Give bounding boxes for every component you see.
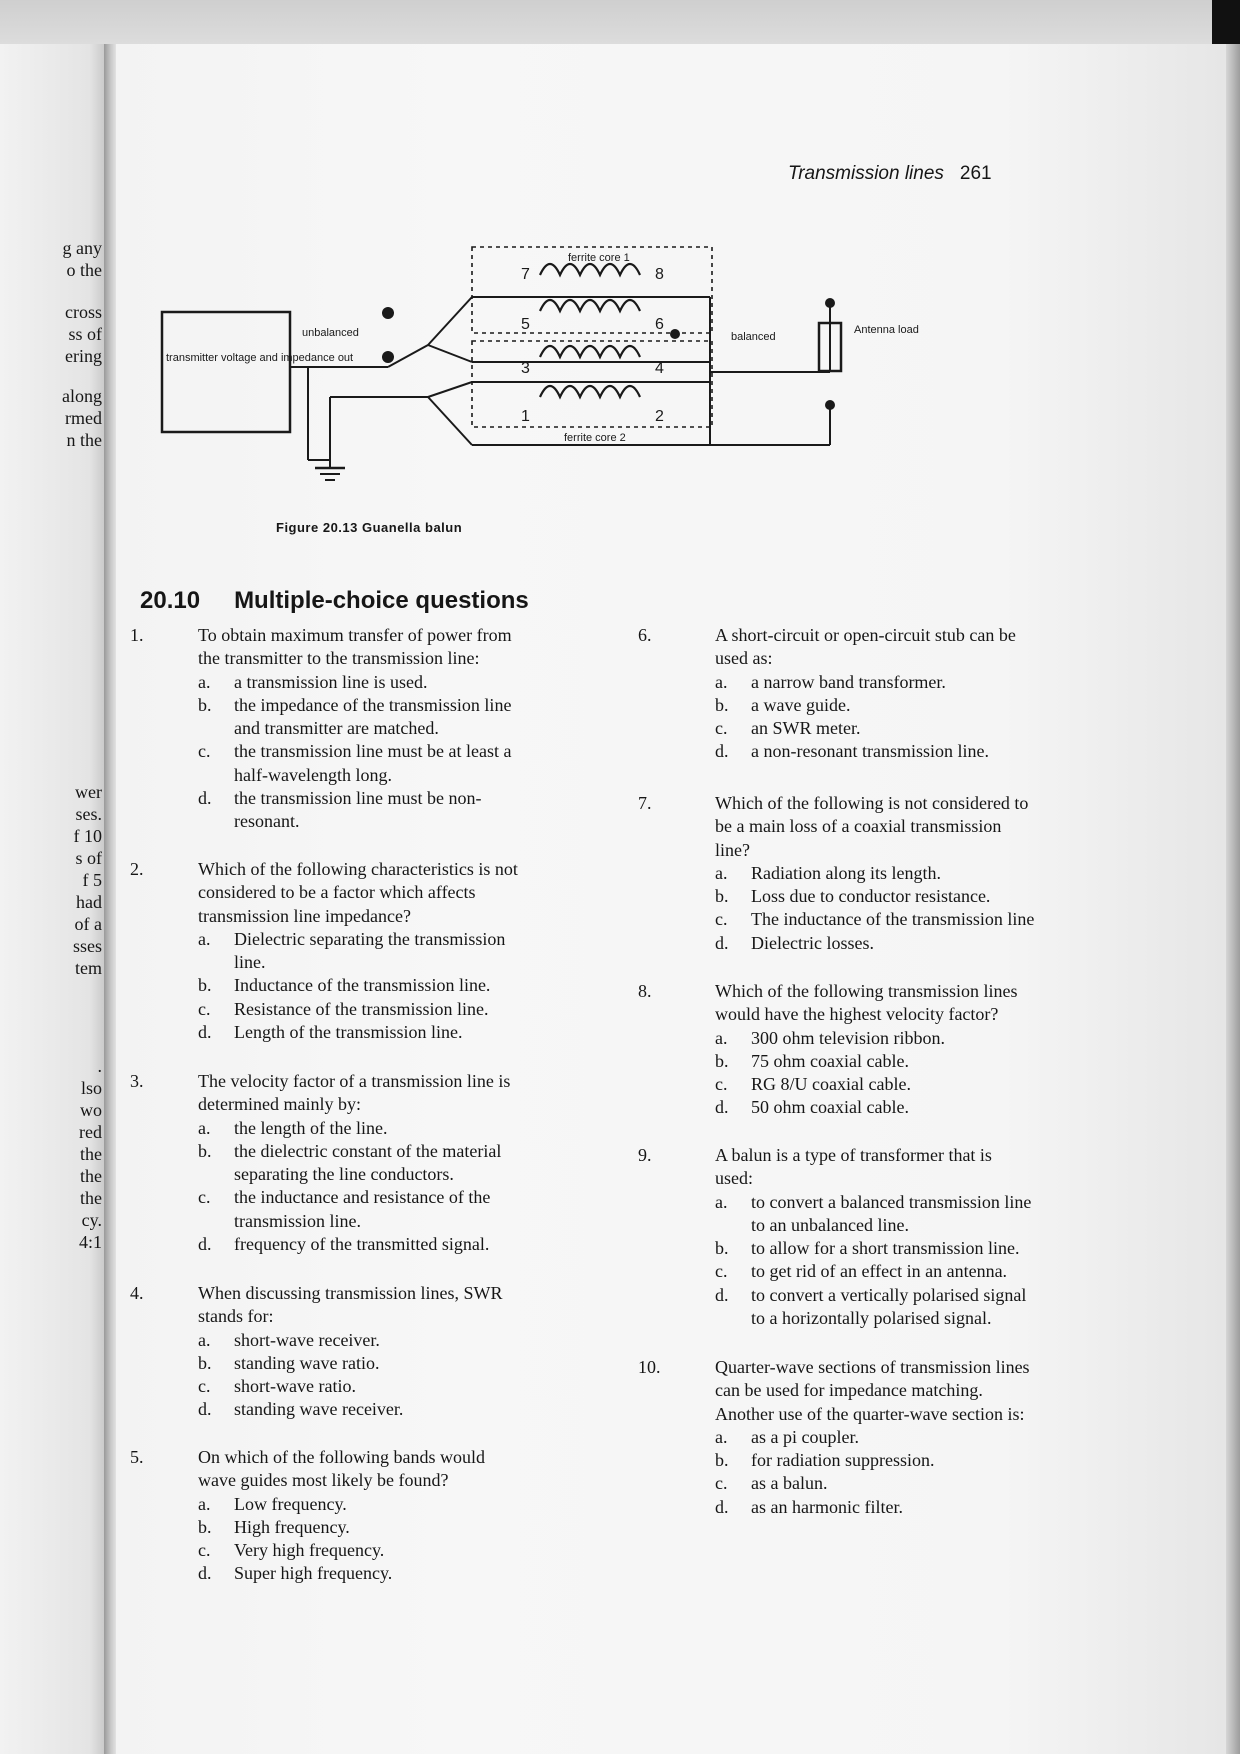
- answer-option-a: [715, 1191, 1195, 1238]
- transmitter-label: transmitter voltage and impedance out: [166, 352, 354, 364]
- question-stem-line: can be used for impedance matching.: [715, 1380, 983, 1401]
- option-letter: b.: [198, 694, 212, 715]
- option-text-line: line.: [234, 952, 266, 973]
- ferrite-core-2-outline: [472, 341, 712, 427]
- option-letter: c.: [715, 1261, 728, 1282]
- answer-option-a: [715, 1027, 1195, 1050]
- winding-number-3: 3: [521, 360, 530, 377]
- option-letter: a.: [715, 862, 728, 883]
- option-text-line: 300 ohm television ribbon.: [751, 1027, 945, 1048]
- answer-option-d: [715, 1496, 1195, 1519]
- answer-option-b: [198, 974, 698, 997]
- question-stem-line: On which of the following bands would: [198, 1447, 485, 1467]
- junction-dot-upper: [382, 307, 394, 319]
- ferrite-core-1-label: ferrite core 1: [568, 252, 630, 264]
- option-text-line: as a pi coupler.: [751, 1426, 859, 1447]
- facing-page-text-fragment: the: [80, 1166, 102, 1186]
- scan-top-margin: [0, 0, 1240, 44]
- option-text-line: RG 8/U coaxial cable.: [751, 1074, 911, 1095]
- option-text-line: Resistance of the transmission line.: [234, 998, 489, 1019]
- answer-option-a: [198, 928, 698, 975]
- question-stem-line: To obtain maximum transfer of power from: [198, 625, 512, 645]
- lead-top-split: [388, 345, 428, 367]
- winding-number-5: 5: [521, 316, 530, 333]
- page-right-edge: [1226, 44, 1240, 1754]
- question-number: 7.: [638, 793, 652, 813]
- option-text-line: half-wavelength long.: [234, 764, 392, 785]
- transmitter-box: [162, 312, 290, 432]
- option-text-line: Length of the transmission line.: [234, 1022, 463, 1043]
- facing-page-text-fragment: along: [62, 386, 102, 406]
- answer-option-a: [715, 1426, 1195, 1449]
- question-stem-line: used:: [715, 1168, 753, 1189]
- option-letter: b.: [198, 1516, 212, 1537]
- load-terminal-bottom: [825, 400, 835, 410]
- question-stem-line: the transmitter to the transmission line:: [198, 648, 480, 669]
- option-letter: a.: [715, 671, 728, 692]
- option-text-line: 50 ohm coaxial cable.: [751, 1097, 909, 1118]
- option-text-line: as a balun.: [751, 1473, 828, 1494]
- question-number: 8.: [638, 981, 652, 1001]
- answer-option-b: [715, 1449, 1195, 1472]
- option-letter: b.: [198, 1140, 212, 1161]
- facing-page-text-fragment: the: [80, 1188, 102, 1208]
- option-text-line: the inductance and resistance of the: [234, 1187, 491, 1208]
- question-stem-line: stands for:: [198, 1306, 274, 1327]
- option-letter: c.: [198, 1540, 211, 1561]
- winding-number-7: 7: [521, 266, 530, 283]
- option-letter: a.: [198, 1493, 211, 1514]
- question-stem-line: wave guides most likely be found?: [198, 1470, 449, 1491]
- question-stem-line: considered to be a factor which affects: [198, 882, 476, 903]
- option-text-line: standing wave receiver.: [234, 1399, 404, 1420]
- lead-upper-b: [428, 345, 472, 362]
- option-letter: a.: [198, 1117, 211, 1138]
- question-number: 3.: [130, 1071, 144, 1091]
- facing-page-text-fragment: s of: [75, 848, 102, 868]
- question-number: 4.: [130, 1283, 144, 1303]
- answer-option-b: [198, 1516, 698, 1539]
- option-letter: c.: [715, 718, 728, 739]
- answer-option-d: [715, 1284, 1195, 1331]
- section-number: 20.10: [140, 587, 201, 614]
- option-text-line: to convert a vertically polarised signal: [751, 1284, 1027, 1305]
- question-stem-line: Which of the following characteristics is not: [198, 859, 518, 879]
- answer-option-a: [198, 671, 698, 694]
- option-letter: a.: [715, 1027, 728, 1048]
- option-letter: d.: [715, 1097, 729, 1118]
- answer-option-c: [715, 1073, 1195, 1096]
- antenna-load-label: Antenna load: [854, 324, 919, 336]
- option-text-line: the transmission line must be at least a: [234, 741, 512, 762]
- option-text-line: separating the line conductors.: [234, 1164, 454, 1185]
- answer-option-a: [715, 862, 1195, 885]
- question-number: 9.: [638, 1145, 652, 1165]
- question-stem-line: When discussing transmission lines, SWR: [198, 1283, 503, 1303]
- guanella-balun-diagram: [150, 245, 1100, 505]
- answer-option-c: [715, 1472, 1195, 1495]
- answer-option-b: [198, 694, 698, 741]
- coil-3-4: [540, 346, 640, 357]
- option-letter: c.: [715, 909, 728, 930]
- running-header: [788, 163, 992, 185]
- answer-option-c: [715, 717, 1195, 740]
- facing-page-text-fragment: sses: [72, 936, 102, 956]
- option-letter: b.: [715, 1238, 729, 1259]
- option-text-line: standing wave ratio.: [234, 1352, 380, 1373]
- question-stem-line: A short-circuit or open-circuit stub can be: [715, 625, 1016, 645]
- option-text-line: to an unbalanced line.: [751, 1214, 909, 1235]
- option-letter: c.: [198, 998, 211, 1019]
- answer-option-d: [715, 1096, 1195, 1119]
- facing-page-text-fragment: cy.: [81, 1210, 102, 1230]
- winding-number-4: 4: [655, 360, 664, 377]
- winding-number-8: 8: [655, 266, 664, 283]
- answer-option-a: [198, 1493, 698, 1516]
- junction-dot-lower: [382, 351, 394, 363]
- option-letter: a.: [715, 1191, 728, 1212]
- answer-option-a: [715, 671, 1195, 694]
- option-letter: b.: [198, 1352, 212, 1373]
- answer-option-b: [198, 1352, 698, 1375]
- answer-option-b: [715, 1237, 1195, 1260]
- option-text-line: a wave guide.: [751, 694, 851, 715]
- load-terminal-top: [825, 298, 835, 308]
- facing-page-text-fragment: f 10: [73, 826, 102, 846]
- answer-option-c: [198, 1539, 698, 1562]
- facing-page-text-fragment: ering: [65, 346, 102, 366]
- answer-option-d: [198, 1233, 698, 1256]
- option-text-line: to a horizontally polarised signal.: [751, 1308, 992, 1329]
- winding-number-1: 1: [521, 408, 530, 425]
- facing-page-text-fragment: 4:1: [78, 1232, 102, 1252]
- question-stem-line: Another use of the quarter-wave section is:: [715, 1403, 1025, 1424]
- option-letter: d.: [715, 1496, 729, 1517]
- coil-7-8: [540, 264, 640, 275]
- option-text-line: resonant.: [234, 811, 300, 832]
- scan-corner-shadow: [1212, 0, 1240, 44]
- option-letter: d.: [715, 932, 729, 953]
- answer-option-a: [198, 1117, 698, 1140]
- facing-page-text-fragment: red: [79, 1122, 102, 1142]
- facing-page-text-fragment: g any: [62, 238, 102, 258]
- question-number: 10.: [638, 1357, 661, 1377]
- option-text-line: to convert a balanced transmission line: [751, 1191, 1032, 1212]
- option-letter: c.: [198, 741, 211, 762]
- facing-page-text-fragment: of a: [74, 914, 102, 934]
- answer-option-d: [198, 1398, 698, 1421]
- option-text-line: Inductance of the transmission line.: [234, 975, 491, 996]
- option-text-line: short-wave ratio.: [234, 1376, 356, 1397]
- facing-page-text-fragment: tem: [75, 958, 102, 978]
- balanced-label: balanced: [731, 331, 776, 343]
- answer-option-c: [715, 908, 1195, 931]
- option-text-line: a transmission line is used.: [234, 671, 428, 692]
- question-stem-line: used as:: [715, 648, 773, 669]
- option-letter: a.: [715, 1426, 728, 1447]
- option-text-line: the dielectric constant of the material: [234, 1140, 502, 1161]
- option-letter: c.: [715, 1473, 728, 1494]
- option-letter: b.: [715, 886, 729, 907]
- coil-5-6: [540, 300, 640, 311]
- option-text-line: Very high frequency.: [234, 1540, 385, 1561]
- question-stem-line: Which of the following transmission lines: [715, 981, 1018, 1001]
- lead-upper-a: [428, 297, 472, 345]
- question-stem-line: Which of the following is not considered to: [715, 793, 1029, 813]
- option-letter: d.: [198, 1022, 212, 1043]
- facing-page-text-fragment: wer: [75, 782, 102, 802]
- option-text-line: short-wave receiver.: [234, 1329, 380, 1350]
- question-stem-line: line?: [715, 839, 750, 860]
- answer-option-a: [198, 1329, 698, 1352]
- running-header-title: Transmission lines: [788, 163, 944, 184]
- option-letter: d.: [198, 1563, 212, 1584]
- option-text-line: Super high frequency.: [234, 1563, 393, 1584]
- facing-page-text-fragment: o the: [66, 260, 102, 280]
- page-number: 261: [959, 163, 992, 184]
- question-number: 2.: [130, 859, 144, 879]
- coil-1-2: [540, 386, 640, 397]
- option-letter: b.: [715, 1450, 729, 1471]
- question-number: 6.: [638, 625, 652, 645]
- option-letter: c.: [198, 1376, 211, 1397]
- facing-page-text-fragment: .: [97, 1056, 102, 1076]
- question-stem-line: A balun is a type of transformer that is: [715, 1145, 992, 1165]
- option-text-line: to allow for a short transmission line.: [751, 1238, 1020, 1259]
- option-letter: b.: [715, 1050, 729, 1071]
- option-text-line: Dielectric losses.: [751, 932, 874, 953]
- answer-option-c: [715, 1260, 1195, 1283]
- answer-option-b: [715, 1050, 1195, 1073]
- facing-page-text-fragment: wo: [80, 1100, 102, 1120]
- question-number: 1.: [130, 625, 144, 645]
- option-text-line: to get rid of an effect in an antenna.: [751, 1261, 1008, 1282]
- option-text-line: the impedance of the transmission line: [234, 694, 512, 715]
- option-letter: c.: [715, 1074, 728, 1095]
- answer-option-d: [198, 787, 698, 834]
- facing-page-text-fragment: lso: [80, 1078, 102, 1098]
- facing-page-text-fragment: the: [80, 1144, 102, 1164]
- option-letter: b.: [198, 975, 212, 996]
- option-text-line: as an harmonic filter.: [751, 1496, 903, 1517]
- option-text-line: Low frequency.: [234, 1493, 347, 1514]
- lead-lower-a: [428, 382, 472, 397]
- section-title: Multiple-choice questions: [234, 587, 529, 614]
- question-stem-line: determined mainly by:: [198, 1094, 361, 1115]
- answer-option-d: [715, 740, 1195, 763]
- option-text-line: an SWR meter.: [751, 718, 861, 739]
- facing-page-text-fragment: n the: [66, 430, 102, 450]
- facing-page-edge: [0, 44, 112, 1754]
- unbalanced-label: unbalanced: [302, 327, 359, 339]
- facing-page-text-fragment: rmed: [65, 408, 102, 428]
- option-text-line: Dielectric separating the transmission: [234, 928, 506, 949]
- option-text-line: The inductance of the transmission line: [751, 909, 1035, 930]
- option-text-line: and transmitter are matched.: [234, 718, 439, 739]
- option-letter: d.: [715, 741, 729, 762]
- option-text-line: the transmission line must be non-: [234, 788, 482, 809]
- section-heading: [140, 587, 529, 615]
- answer-option-c: [198, 1186, 698, 1233]
- answer-option-c: [198, 740, 698, 787]
- option-letter: b.: [715, 694, 729, 715]
- option-text-line: for radiation suppression.: [751, 1450, 935, 1471]
- option-text-line: frequency of the transmitted signal.: [234, 1234, 490, 1255]
- answer-option-d: [715, 932, 1195, 955]
- option-letter: a.: [198, 1329, 211, 1350]
- answer-option-c: [198, 998, 698, 1021]
- answer-option-b: [715, 694, 1195, 717]
- ferrite-core-2-label: ferrite core 2: [564, 432, 626, 444]
- option-letter: c.: [198, 1187, 211, 1208]
- facing-page-text-fragment: f 5: [82, 870, 102, 890]
- option-text-line: a narrow band transformer.: [751, 671, 946, 692]
- winding-number-6: 6: [655, 316, 664, 333]
- option-letter: d.: [198, 1234, 212, 1255]
- option-letter: d.: [198, 1399, 212, 1420]
- option-text-line: Loss due to conductor resistance.: [751, 886, 991, 907]
- answer-option-c: [198, 1375, 698, 1398]
- question-stem-line: transmission line impedance?: [198, 905, 411, 926]
- answer-option-d: [198, 1021, 698, 1044]
- answer-option-d: [198, 1562, 698, 1585]
- option-text-line: 75 ohm coaxial cable.: [751, 1050, 909, 1071]
- option-letter: a.: [198, 928, 211, 949]
- option-text-line: High frequency.: [234, 1516, 350, 1537]
- question-stem-line: would have the highest velocity factor?: [715, 1004, 999, 1025]
- question-stem-line: The velocity factor of a transmission line is: [198, 1071, 511, 1091]
- question-number: 5.: [130, 1447, 144, 1467]
- figure-caption: Figure 20.13 Guanella balun: [276, 520, 463, 535]
- facing-page-text-fragment: ss of: [68, 324, 102, 344]
- coil-windings: [540, 264, 640, 397]
- option-text-line: Radiation along its length.: [751, 862, 941, 883]
- question-stem-line: be a main loss of a coaxial transmission: [715, 816, 1002, 837]
- option-letter: a.: [198, 671, 211, 692]
- option-text-line: the length of the line.: [234, 1117, 388, 1138]
- option-letter: d.: [198, 788, 212, 809]
- question-stem-line: Quarter-wave sections of transmission lines: [715, 1357, 1030, 1377]
- winding-number-2: 2: [655, 408, 664, 425]
- facing-page-text-fragment: had: [76, 892, 102, 912]
- answer-option-b: [198, 1140, 698, 1187]
- facing-page-text-fragment: cross: [65, 302, 102, 322]
- answer-option-b: [715, 885, 1195, 908]
- option-text-line: a non-resonant transmission line.: [751, 741, 989, 762]
- option-letter: d.: [715, 1284, 729, 1305]
- option-text-line: transmission line.: [234, 1210, 361, 1231]
- junction-dot-center: [670, 329, 680, 339]
- lead-lower-b: [428, 397, 472, 445]
- facing-page-text-fragment: ses.: [75, 804, 102, 824]
